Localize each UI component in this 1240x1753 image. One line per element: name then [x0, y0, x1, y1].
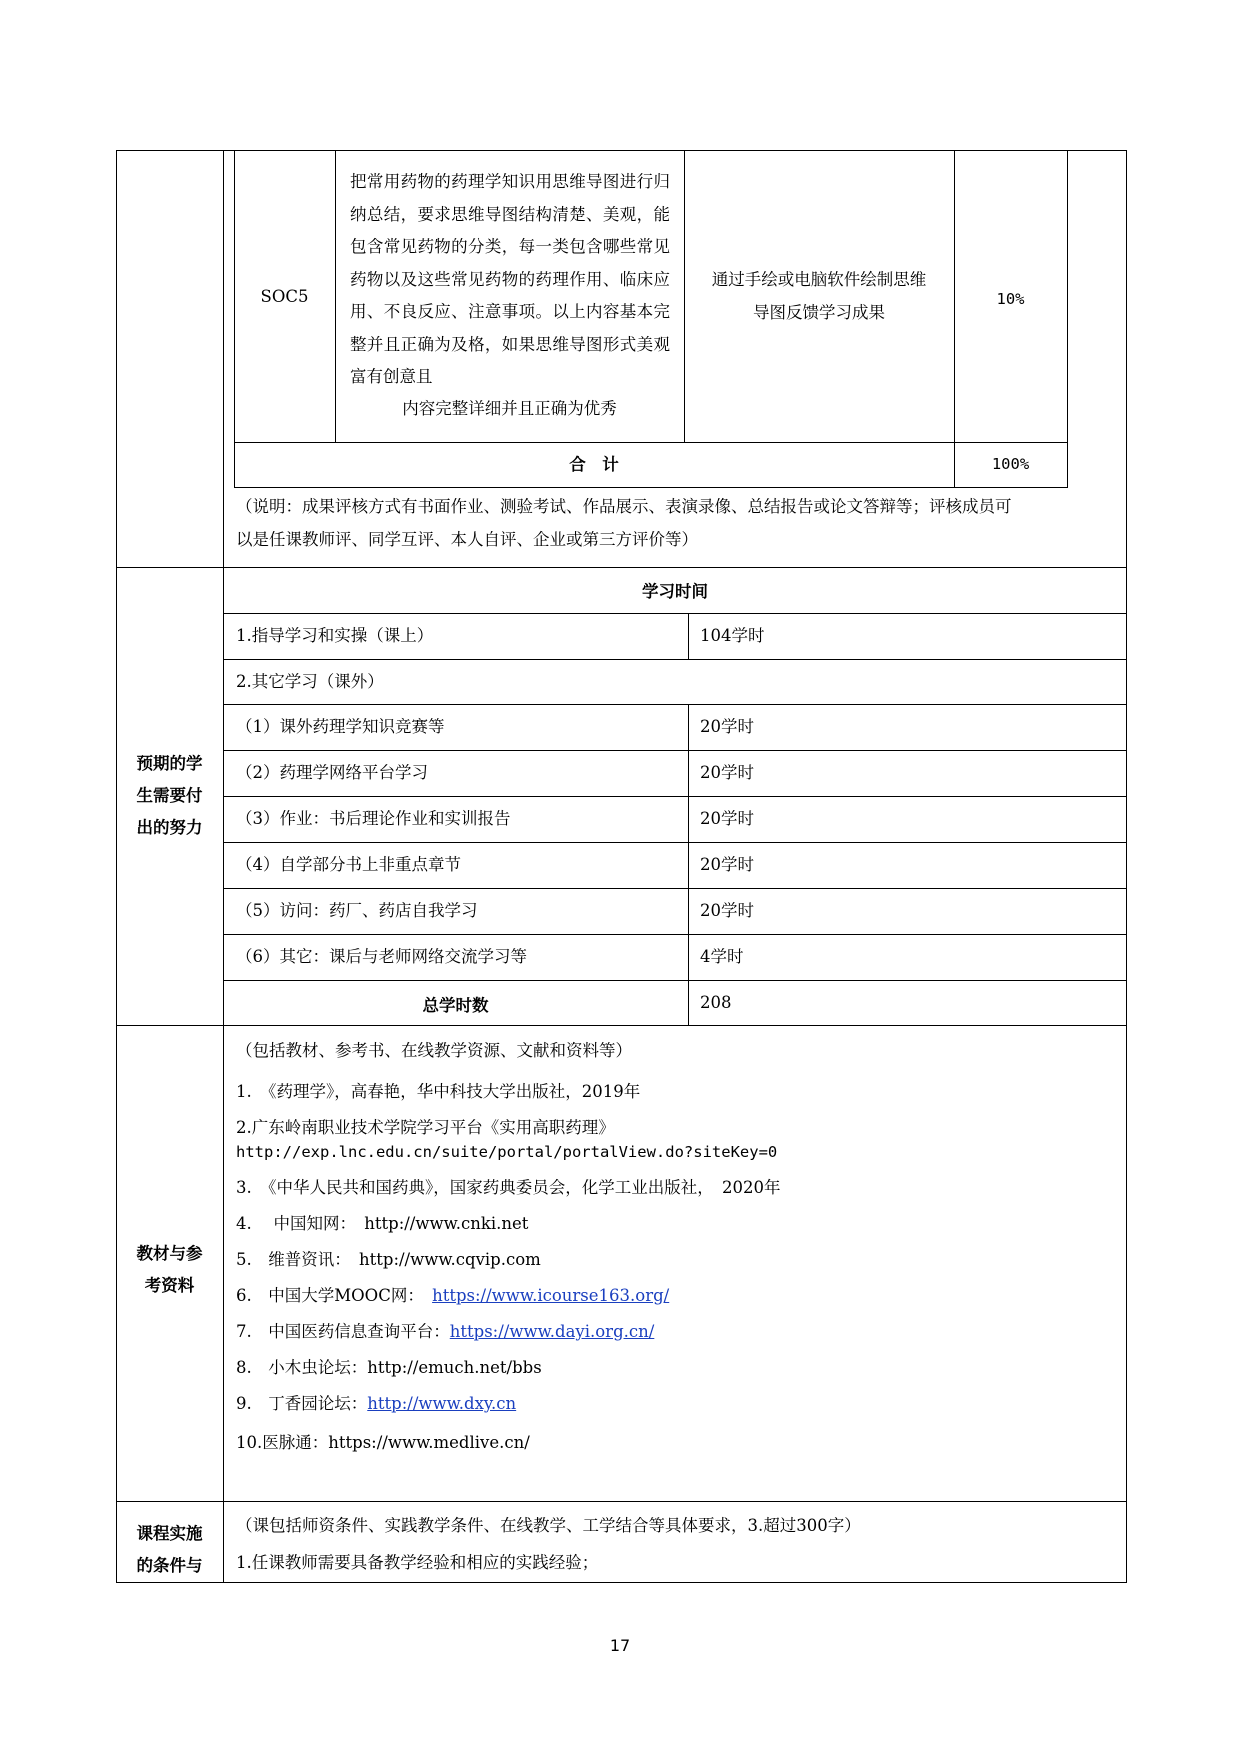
list-item: （6）其它：课后与老师网络交流学习等 [236, 947, 527, 966]
reference-item-text: 6. 中国大学MOOC网： [236, 1286, 433, 1305]
assessment-criteria: 把常用药物的药理学知识用思维导图进行归纳总结，要求思维导图结构清楚、美观，能包含常见药物的分类，每一类包含哪些常见药物以及这些常见药物的药理作用、临床应用、不良反应、注意事项。以上内容基本完整并且正确为及格，如果思维导图形式美观富有创意且 [350, 172, 670, 386]
list-item-value: 20学时 [700, 763, 754, 782]
list-item: （5）访问：药厂、药店自我学习 [236, 901, 478, 920]
list-item: （1）课外药理学知识竞赛等 [236, 717, 445, 736]
reference-item: 5. 维普资讯： http://www.cqvip.com [236, 1250, 541, 1269]
reference-item: 4. 中国知网： http://www.cnki.net [236, 1214, 529, 1233]
effort-total-value: 208 [700, 993, 732, 1012]
list-item-value: 20学时 [700, 717, 754, 736]
reference-item [236, 1285, 669, 1307]
page-number: 17 [609, 1636, 631, 1655]
assessment-note-line2: 以是任课教师评、同学互评、本人自评、企业或第三方评价等） [236, 530, 698, 549]
list-item: （4）自学部分书上非重点章节 [236, 855, 461, 874]
effort-total-label: 总学时数 [422, 996, 489, 1015]
reference-item: 2.广东岭南职业技术学院学习平台《实用高职药理》 [236, 1118, 615, 1137]
assessment-code: SOC5 [260, 287, 309, 306]
list-item: （2）药理学网络平台学习 [236, 763, 428, 782]
reference-item-url: http://exp.lnc.edu.cn/suite/portal/portalView.do?siteKey=0 [236, 1143, 778, 1161]
reference-item: 10.医脉通：https://www.medlive.cn/ [236, 1433, 530, 1452]
reference-item: 1. 《药理学》，高春艳，华中科技大学出版社，2019年 [236, 1082, 641, 1101]
effort-header: 学习时间 [642, 582, 708, 601]
conditions-intro: （课包括师资条件、实践教学条件、在线教学、工学结合等具体要求，3.超过300字） [236, 1516, 861, 1535]
dayi-link[interactable]: https://www.dayi.org.cn/ [449, 1322, 655, 1341]
dxy-link[interactable]: http://www.dxy.cn [367, 1394, 517, 1413]
list-item: （3）作业：书后理论作业和实训报告 [236, 809, 511, 828]
list-item-value: 4学时 [700, 947, 744, 966]
reference-item-text: 9. 丁香园论坛： [236, 1394, 368, 1413]
effort-out-class-label: 2.其它学习（课外） [236, 672, 384, 691]
list-item-value: 20学时 [700, 901, 754, 920]
assessment-method-line2: 导图反馈学习成果 [753, 303, 885, 322]
reference-item: 8. 小木虫论坛：http://emuch.net/bbs [236, 1358, 542, 1377]
assessment-weight: 10% [996, 290, 1025, 308]
assessment-method-line1: 通过手绘或电脑软件绘制思维 [711, 270, 927, 289]
references-intro: （包括教材、参考书、在线教学资源、文献和资料等） [236, 1041, 632, 1060]
assessment-criteria-last: 内容完整详细并且正确为优秀 [402, 399, 617, 418]
reference-item: 3. 《中华人民共和国药典》，国家药典委员会，化学工业出版社， 2020年 [236, 1178, 781, 1197]
assessment-total-label: 合 计 [569, 455, 619, 474]
effort-in-class-value: 104学时 [700, 626, 765, 645]
icourse163-link[interactable]: https://www.icourse163.org/ [432, 1286, 670, 1305]
effort-in-class-label: 1.指导学习和实操（课上） [236, 626, 434, 645]
list-item-value: 20学时 [700, 809, 754, 828]
assessment-total-value: 100% [991, 455, 1030, 473]
reference-item-text: 7. 中国医药信息查询平台： [236, 1322, 450, 1341]
conditions-item: 1.任课教师需要具备教学经验和相应的实践经验； [236, 1553, 599, 1572]
reference-item [236, 1321, 654, 1343]
list-item-value: 20学时 [700, 855, 754, 874]
reference-item [236, 1393, 516, 1415]
assessment-note-line1: （说明：成果评核方式有书面作业、测验考试、作品展示、表演录像、总结报告或论文答辩等；评核成员可 [236, 497, 1012, 516]
